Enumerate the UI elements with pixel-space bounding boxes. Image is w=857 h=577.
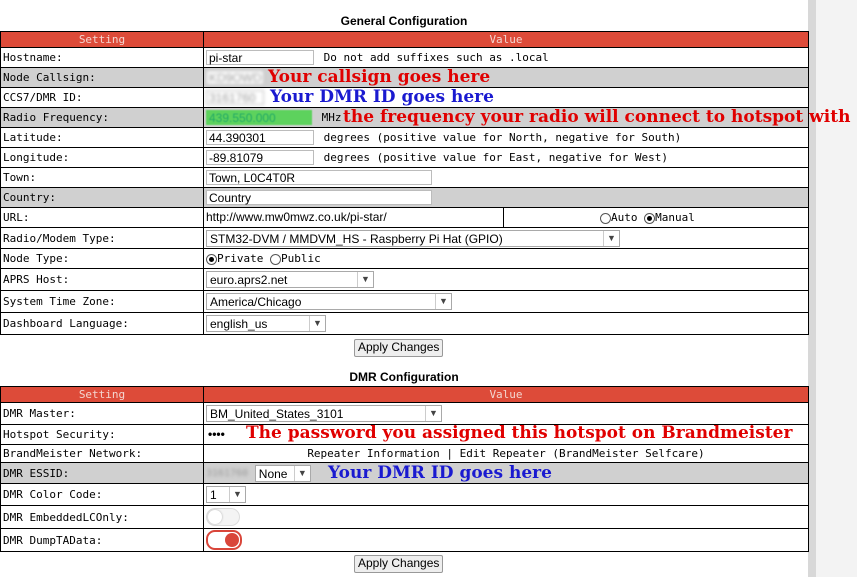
hostname-input[interactable]: pi-star	[206, 50, 314, 65]
security-password-input[interactable]: ••••	[206, 427, 242, 442]
security-label: Hotspot Security:	[1, 425, 204, 445]
essid-annotation: Your DMR ID goes here	[328, 463, 552, 483]
row-town	[1, 168, 809, 188]
aprs-select[interactable]	[206, 271, 374, 288]
chevron-down-icon: ▼	[229, 487, 245, 502]
essid-prefix: 3161760	[206, 467, 249, 479]
dmr-id-input[interactable]: 3161760	[206, 90, 264, 105]
node-private-label: Private	[217, 252, 264, 265]
chevron-down-icon: ▼	[357, 272, 373, 287]
row-dump-ta	[1, 529, 809, 552]
row-aprs	[1, 269, 809, 291]
callsign-input[interactable]: KD9OWD	[206, 70, 264, 85]
row-timezone	[1, 291, 809, 313]
dmr-master-select-value: BM_United_States_3101	[210, 407, 344, 421]
row-embedded-lc	[1, 506, 809, 529]
essid-select-value: None	[258, 466, 288, 481]
row-language	[1, 313, 809, 335]
row-latitude	[1, 128, 809, 148]
row-node-type	[1, 249, 809, 269]
frequency-annotation: the frequency your radio will connect to hotspot with	[343, 107, 851, 127]
language-label: Dashboard Language:	[1, 313, 204, 335]
row-url	[1, 208, 809, 228]
callsign-annotation: Your callsign goes here	[268, 67, 491, 87]
embedded-lc-toggle[interactable]	[206, 508, 240, 526]
essid-select[interactable]	[255, 465, 311, 482]
town-input[interactable]: Town, L0C4T0R	[206, 170, 432, 185]
dmr-apply-button[interactable]: Apply Changes	[354, 555, 443, 573]
town-label: Town:	[1, 168, 204, 188]
row-dmr-master	[1, 403, 809, 425]
aprs-select-value: euro.aprs2.net	[210, 273, 288, 287]
chevron-down-icon: ▼	[309, 316, 325, 331]
dump-ta-toggle[interactable]	[206, 530, 242, 550]
general-config-title: General Configuration	[340, 14, 468, 28]
country-label: Country:	[1, 188, 204, 208]
general-apply-button[interactable]: Apply Changes	[354, 339, 443, 357]
hostname-hint: Do not add suffixes such as .local	[323, 51, 549, 64]
hostname-label: Hostname:	[1, 48, 204, 68]
color-code-select[interactable]	[206, 486, 246, 503]
dmr-master-select[interactable]	[206, 405, 442, 422]
node-type-label: Node Type:	[1, 249, 204, 269]
timezone-select[interactable]	[206, 293, 452, 310]
dmr-id-label: CCS7/DMR ID:	[1, 88, 204, 108]
dmr-col-value-header: Value	[204, 387, 809, 403]
bm-network-label: BrandMeister Network:	[1, 445, 204, 463]
timezone-select-value: America/Chicago	[210, 295, 302, 309]
modem-label: Radio/Modem Type:	[1, 228, 204, 249]
row-hostname	[1, 48, 809, 68]
page-edge	[808, 0, 816, 577]
row-country	[1, 188, 809, 208]
security-annotation: The password you assigned this hotspot on Brandmeister	[246, 423, 793, 443]
row-bm-network	[1, 445, 809, 463]
chevron-down-icon: ▼	[294, 466, 310, 481]
longitude-hint: degrees (positive value for East, negative for West)	[323, 151, 668, 164]
frequency-label: Radio Frequency:	[1, 108, 204, 128]
link-separator: |	[446, 447, 454, 460]
aprs-label: APRS Host:	[1, 269, 204, 291]
language-select[interactable]	[206, 315, 326, 332]
edit-repeater-link[interactable]: Edit Repeater (BrandMeister Selfcare)	[459, 447, 705, 460]
latitude-input[interactable]: 44.390301	[206, 130, 314, 145]
col-setting-header: Setting	[1, 32, 204, 48]
url-label: URL:	[1, 208, 204, 228]
embedded-lc-label: DMR EmbeddedLCOnly:	[1, 506, 204, 529]
language-select-value: english_us	[210, 317, 268, 331]
url-manual-label: Manual	[655, 211, 695, 224]
page-margin	[816, 0, 857, 577]
modem-select-value: STM32-DVM / MMDVM_HS - Raspberry Pi Hat (GPIO)	[210, 231, 503, 246]
color-code-select-value: 1	[210, 488, 217, 502]
node-public-label: Public	[280, 252, 321, 265]
color-code-label: DMR Color Code:	[1, 484, 204, 506]
essid-label: DMR ESSID:	[1, 463, 204, 484]
url-auto-label: Auto	[611, 211, 638, 224]
col-value-header: Value	[204, 32, 809, 48]
country-input[interactable]: Country	[206, 190, 432, 205]
dmr-id-annotation: Your DMR ID goes here	[270, 87, 494, 107]
dmr-col-setting-header: Setting	[1, 387, 204, 403]
dmr-master-label: DMR Master:	[1, 403, 204, 425]
dump-ta-label: DMR DumpTAData:	[1, 529, 204, 552]
chevron-down-icon: ▼	[435, 294, 451, 309]
url-auto-radio[interactable]	[600, 213, 611, 224]
longitude-label: Longitude:	[1, 148, 204, 168]
url-manual-radio[interactable]	[644, 213, 655, 224]
timezone-label: System Time Zone:	[1, 291, 204, 313]
repeater-info-link[interactable]: Repeater Information	[307, 447, 440, 460]
node-private-radio[interactable]	[206, 254, 217, 265]
row-color-code	[1, 484, 809, 506]
frequency-unit: MHz	[321, 111, 342, 124]
latitude-label: Latitude:	[1, 128, 204, 148]
frequency-input[interactable]: 439.550.000	[206, 110, 312, 125]
dmr-config-title: DMR Configuration	[349, 370, 459, 384]
callsign-label: Node Callsign:	[1, 68, 204, 88]
node-public-radio[interactable]	[270, 254, 281, 265]
modem-select[interactable]	[206, 230, 620, 247]
url-input[interactable]: http://www.mw0mwz.co.uk/pi-star/	[206, 210, 496, 225]
row-longitude	[1, 148, 809, 168]
row-modem	[1, 228, 809, 249]
chevron-down-icon: ▼	[425, 406, 441, 421]
chevron-down-icon: ▼	[603, 231, 619, 246]
latitude-hint: degrees (positive value for North, negative for South)	[323, 131, 682, 144]
longitude-input[interactable]: -89.81079	[206, 150, 314, 165]
